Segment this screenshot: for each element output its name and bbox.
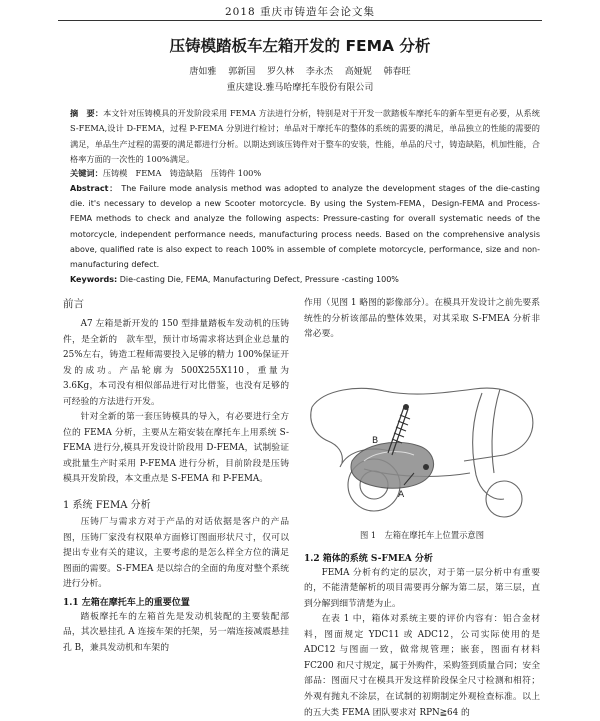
abstract-cn-label: 摘 要： (70, 108, 104, 118)
abstract-en-text: The Failure mode analysis method was adopted to analyze the development stages of the die-casting die. it's necessary to develop a new Scooter motorcycle. By using the System-FEMA，Design-FEMA and Process-FEMA methods to check and analyze the following aspects: Pressure-casting for overall systematic needs of the motorcycle, independent performance needs, manufacturing process needs. Based on the comprehensive analysis above, qualified rate is also expect to reach 100% in assemble of complete motorcycle, performance, size and non-manufacturing defect. (70, 184, 541, 270)
abstract-en (70, 181, 540, 272)
figure-label-b: B (372, 435, 379, 446)
paragraph: 针对全新的第一套压铸模具的导入，有必要进行全方位的 FEMA 分析，主要从左箱安装在摩托车上用系统 S-FEMA 进行分,模具开发设计阶段用 D-FEMA，试制验证或批量生产时采用 P-FEMA 进行分析，目前阶段是压铸模具开发阶段，本文重点是 S-FEMA 和 P-FEMA。 (63, 412, 289, 485)
header-rule (58, 20, 542, 21)
paragraph: A7 左箱是新开发的 150 型排量踏板车发动机的压铸件，是全新的 款车型，预计市场需求将达到企业总量的 25%左右，铸造工程师需要投入足够的精力 100%保证开发的成功。产品轮廓为 500X255X110，重量为 3.6Kg，本司没有相似部品进行对比借鉴，也没有足够的可经验的方法进行开发。 (63, 319, 289, 407)
keywords-cn (70, 166, 540, 181)
right-column (304, 296, 540, 721)
keywords-cn-text: 压铸模 FEMA 铸造缺陷 压铸件 100% (102, 168, 262, 178)
scooter-sketch-image (304, 349, 540, 523)
abstract-en-label: Abstract： (70, 184, 118, 193)
paragraph: 作用（见图 1 略图的影像部分）。在模具开发设计之前先要系统性的分析该部品的整体效果，对其采取 S-FMEA 分析非常必要。 (304, 298, 540, 340)
section-heading-preface: 前言 (63, 298, 84, 310)
abstract-cn (70, 106, 540, 167)
figure-1-scooter-sketch (304, 349, 540, 523)
subsection-heading-1-1: 1.1 左箱在摩托车上的重要位置 (63, 597, 190, 608)
author-list: 唐如雅 郭新国 罗久林 李永杰 高娅妮 韩春旺 (189, 67, 411, 77)
paragraph: 踏板摩托车的左箱首先是发动机装配的主要装配部品，其次悬挂孔 A 连接车架的托架，另一端连接减震悬挂孔 B，兼具发动机和车架的 (63, 611, 289, 653)
paragraph: 在表 1 中，箱体对系统主要的评价内容有：铝合金材料，图面规定 YDC11 或 ADC12，公司实际使用的是 ADC12 与图面一致，做常规管理；嵌套，图面有材料 FC200 和尺寸规定，属于外购件，采购签到质量合同；安全部品：图面尺寸在模具开发这样阶段保全尺寸检测和相符；外观有抛丸不涂层，在试制的初期制定外观检查标准。以上的五大类 FEMA 团队要求对 RPN≧64 的 (304, 614, 540, 718)
keywords-cn-label: 关键词： (70, 168, 103, 178)
keywords-en (70, 272, 540, 287)
paper-title: 压铸模踏板车左箱开发的 FEMA 分析 (169, 37, 431, 55)
paragraph: 压铸厂与需求方对于产品的对话依据是客户的产品图，压铸厂家没有权限单方面修订图面形状尺寸，仅可以提出专业有关的建议，主要考虑的是怎么样全方位的满足图面的需要。S-FMEA 是以综合的全面的角度对整个系统进行分析。 (63, 517, 289, 590)
figure-1-caption: 图 1 左箱在摩托车上位置示意图 (359, 529, 485, 540)
subsection-heading-1-2: 1.2 箱体的系统 S-FMEA 分析 (304, 553, 433, 564)
left-column (63, 296, 289, 656)
running-head: 2018 重庆市铸造年会论文集 (224, 6, 376, 18)
abstract-cn-text: 本文针对压铸模具的开发阶段采用 FEMA 方法进行分析，特别是对于开发一款踏板车摩托车的新车型更有必要，从系统 S-FEMA,设计 D-FEMA，过程 P-FEMA 分别进行检讨；单品对于摩托车的整体的系统的需要的满足，单品独立的性能的需要的满足，单品生产过程的需要的满足都进行分析。以期达到该压铸件对于整车的安装，性能，单品的尺寸，铸造缺陷，机加性能，合格率方面的一次性的 100%满足。 (70, 108, 540, 164)
section-heading-1: 1 系统 FEMA 分析 (63, 500, 151, 512)
paragraph: FEMA 分析有约定的层次，对于第一层分析中有重要的，不能清楚解析的项目需要再分解为第二层，第三层，直到分解到细节清楚为止。 (304, 567, 540, 609)
keywords-en-label: Keywords: (70, 275, 118, 284)
affiliation: 重庆建设.雅马哈摩托车股份有限公司 (226, 83, 374, 93)
keywords-en-text: Die-casting Die, FEMA, Manufacturing Defect, Pressure -casting 100% (119, 275, 399, 284)
figure-label-a: A (398, 489, 405, 500)
